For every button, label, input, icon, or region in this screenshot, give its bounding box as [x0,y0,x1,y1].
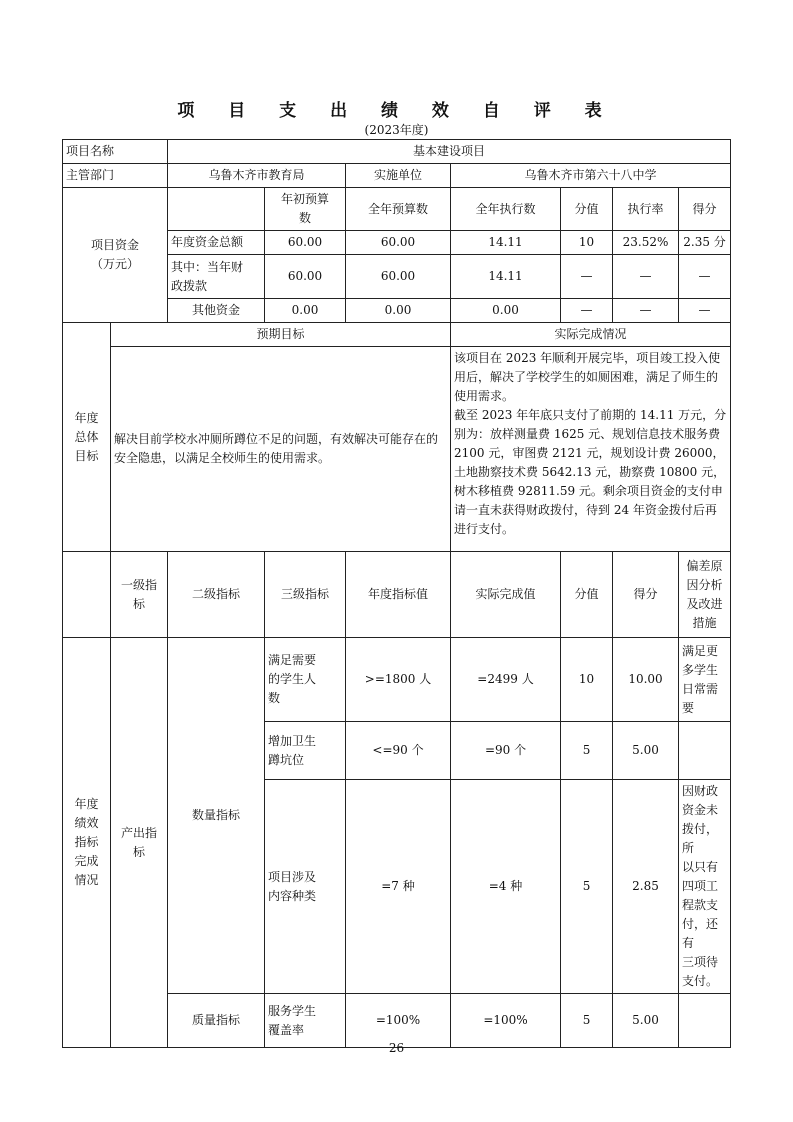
indicator-header-value: 分值 [561,552,613,638]
funds-row-score-value: — [561,255,613,299]
project-name-label: 项目名称 [63,140,168,164]
impl-unit-value: 乌鲁木齐市第六十八中学 [451,164,731,188]
indicator-target: <=90 个 [346,722,451,780]
indicator-score: 2.85 [613,780,679,994]
impl-unit-label: 实施单位 [346,164,451,188]
goals-expected-text: 解决目前学校水冲厕所蹲位不足的问题，有效解决可能存在的安全隐患，以满足全校师生的使用需求。 [111,347,451,552]
goals-label: 年度 总体 目标 [63,323,111,552]
page-number: 26 [388,1041,405,1055]
indicator-value: 5 [561,780,613,994]
funds-row-initial: 60.00 [265,255,346,299]
funds-row-name: 其他资金 [168,299,265,323]
funds-row-rate: 23.52% [613,231,679,255]
indicator-score: 5.00 [613,722,679,780]
funds-row-annual: 60.00 [346,255,451,299]
indicator-level2-quantity: 数量指标 [168,638,265,994]
indicator-actual: =2499 人 [451,638,561,722]
funds-row-score-value: 10 [561,231,613,255]
indicator-actual: =4 种 [451,780,561,994]
funds-row-annual: 60.00 [346,231,451,255]
funds-row-initial: 0.00 [265,299,346,323]
indicator-target: =100% [346,994,451,1048]
funds-header-score-value: 分值 [561,188,613,231]
funds-row-initial: 60.00 [265,231,346,255]
funds-header-annual: 全年预算数 [346,188,451,231]
indicator-deviation: 因财政 资金未 拨付，所 以只有 四项工 程款支 付，还有 三项待 支付。 [679,780,731,994]
indicator-value: 5 [561,994,613,1048]
funds-row-score: — [679,299,731,323]
goals-actual-text: 该项目在 2023 年顺利开展完毕，项目竣工投入使用后，解决了学校学生的如厕困难，满足了师生的使用需求。 截至 2023 年年底只支付了前期的 14.11 万元，分别为：放样测量费 1625 元、规划信息技术服务费 2100 元，审图费 2121 元，规划设计费 26000，土地勘察技术费 5642.13 元，勘察费 10800 元，树木移植费 92811.59 元。剩余项目资金的支付申请一直未获得财政拨付，待到 24 年资金拨付后再进行支付。 [451,347,731,552]
funds-header-executed: 全年执行数 [451,188,561,231]
indicator-value: 10 [561,638,613,722]
indicator-level1: 产出指 标 [111,638,168,1048]
indicator-score: 5.00 [613,994,679,1048]
funds-header-rate: 执行率 [613,188,679,231]
self-evaluation-table [62,139,731,1048]
funds-row-executed: 14.11 [451,231,561,255]
indicator-target: >=1800 人 [346,638,451,722]
indicator-target: =7 种 [346,780,451,994]
funds-header-blank [168,188,265,231]
indicator-level3: 满足需要 的学生人 数 [265,638,346,722]
goals-expected-header: 预期目标 [111,323,451,347]
funds-row-score: — [679,255,731,299]
indicator-header-level3: 三级指标 [265,552,346,638]
indicator-level3: 增加卫生 蹲坑位 [265,722,346,780]
dept-value: 乌鲁木齐市教育局 [168,164,346,188]
indicator-section-label: 年度 绩效 指标 完成 情况 [63,638,111,1048]
indicator-header-deviation: 偏差原 因分析 及改进 措施 [679,552,731,638]
indicator-level2-quality: 质量指标 [168,994,265,1048]
funds-row-name: 其中：当年财 政拨款 [168,255,265,299]
indicator-level3: 项目涉及 内容种类 [265,780,346,994]
funds-header-initial: 年初预算 数 [265,188,346,231]
indicator-level3: 服务学生 覆盖率 [265,994,346,1048]
indicator-deviation [679,722,731,780]
funds-label: 项目资金 （万元） [63,188,168,323]
page-subtitle: (2023年度) [364,123,429,137]
indicator-header-level1: 一级指 标 [111,552,168,638]
indicator-actual: =90 个 [451,722,561,780]
funds-row-rate: — [613,255,679,299]
funds-row-score-value: — [561,299,613,323]
indicator-header-target: 年度指标值 [346,552,451,638]
indicator-header-blank [63,552,111,638]
indicator-deviation: 满足更 多学生 日常需 要 [679,638,731,722]
indicator-value: 5 [561,722,613,780]
funds-row-name: 年度资金总额 [168,231,265,255]
project-name-value: 基本建设项目 [168,140,731,164]
dept-label: 主管部门 [63,164,168,188]
funds-row-rate: — [613,299,679,323]
indicator-score: 10.00 [613,638,679,722]
indicator-header-level2: 二级指标 [168,552,265,638]
funds-row-score: 2.35 分 [679,231,731,255]
goals-actual-header: 实际完成情况 [451,323,731,347]
indicator-header-score: 得分 [613,552,679,638]
indicator-actual: =100% [451,994,561,1048]
funds-row-annual: 0.00 [346,299,451,323]
funds-row-executed: 14.11 [451,255,561,299]
indicator-header-actual: 实际完成值 [451,552,561,638]
page-title: 项 目 支 出 绩 效 自 评 表 [177,101,616,121]
indicator-deviation [679,994,731,1048]
funds-row-executed: 0.00 [451,299,561,323]
funds-header-score: 得分 [679,188,731,231]
